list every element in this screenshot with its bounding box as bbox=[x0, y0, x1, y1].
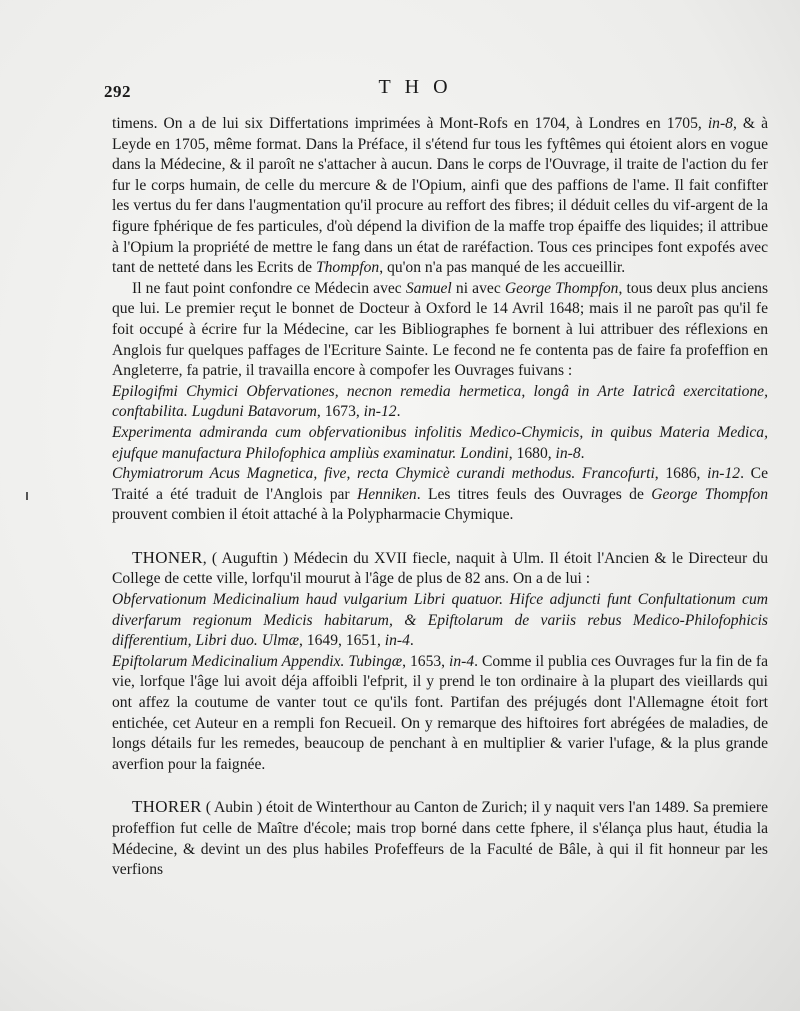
italic-run: Epilogifmi Chymici Obfervationes, necnon remedia hermetica, longâ in Arte Iatricâ exercitatione, conftabilita. Lugduni Batavorum bbox=[112, 382, 768, 421]
italic-run: Experimenta admiranda cum obfervationibus infolitis Medico-Chymicis, in quibus Materia Medica, ejufque manufactura Philofophica ampliùs examinatur. Londini bbox=[112, 423, 768, 462]
bibliography-entry bbox=[112, 590, 768, 652]
text-run: . bbox=[409, 632, 414, 650]
italic-run: in-8 bbox=[707, 115, 733, 132]
bibliography-entry bbox=[112, 652, 768, 776]
bibliography-entry bbox=[112, 382, 768, 423]
page-number: 292 bbox=[104, 82, 131, 101]
entry-thoner bbox=[112, 548, 768, 590]
text-run: , 1653, bbox=[402, 652, 450, 670]
paragraph-thompson-works bbox=[112, 114, 768, 279]
italic-run: Henniken bbox=[356, 485, 417, 503]
bibliography-entry bbox=[112, 423, 768, 464]
italic-run: Obfervationum Medicinalium haud vulgarium Libri quatuor. Hifce adjuncti funt Confultationum cum diverfarum regionum Medicis habitarum, & Epiftolarum de variis rebus Medico-Philofophicis differentium, Libri duo. Ulmæ bbox=[112, 591, 768, 650]
text-run: . bbox=[580, 444, 585, 462]
margin-mark bbox=[26, 492, 28, 500]
text-run: Il ne faut point confondre ce Médecin avec bbox=[132, 279, 406, 297]
italic-run: in-12 bbox=[707, 465, 741, 483]
text-run: timens. On a de lui six Differtations imprimées à Mont-Rofs en 1704, à Londres en 1705, bbox=[112, 115, 708, 132]
italic-run: in-4 bbox=[449, 652, 475, 670]
entry-thorer bbox=[112, 797, 768, 880]
italic-run: Samuel bbox=[405, 279, 452, 297]
headword: THORER bbox=[132, 797, 202, 817]
italic-run: Epiftolarum Medicinalium Appendix. Tubingæ bbox=[112, 652, 403, 670]
page-body bbox=[112, 114, 768, 881]
text-run: , 1673, bbox=[316, 403, 364, 421]
text-run: , 1680, bbox=[508, 444, 556, 462]
italic-run: in-4 bbox=[384, 632, 410, 650]
text-run: , 1686, bbox=[654, 465, 708, 483]
text-run: , qu'on n'a pas manqué de les accueillir. bbox=[379, 259, 626, 277]
paragraph-thompson-namesakes bbox=[112, 279, 768, 382]
italic-run: George Thompfon bbox=[504, 279, 619, 297]
italic-run: George Thompfon bbox=[651, 485, 768, 503]
text-run: prouvent combien il étoit attaché à la Polypharmacie Chymique. bbox=[112, 506, 514, 524]
italic-run: Chymiatrorum Acus Magnetica, five, recta Chymicè curandi methodus. Francofurti bbox=[112, 465, 655, 483]
text-run: , 1649, 1651, bbox=[299, 632, 385, 650]
bibliography-entry bbox=[112, 464, 768, 526]
text-run: . bbox=[396, 403, 401, 421]
italic-run: in-8 bbox=[555, 444, 581, 462]
text-run: , ( Auguftin ) Médecin du XVII fiecle, naquit à Ulm. Il étoit l'Ancien & le Directeur du College de cette ville, lorfqu'il mourut à l'âge de plus de 82 ans. On a de lui : bbox=[112, 549, 768, 588]
text-run: ni avec bbox=[451, 279, 505, 297]
text-run: , tous deux plus anciens que lui. Le premier reçut le bonnet de Docteur à Oxford le 14 Avril 1648; mais il ne paroît pas qu'il fe foit occupé à écrire fur la Médecine, car les Bibliographes fe bornent à lui attribuer des réflexions en Anglois fur quelques paffages de l'Ecriture Sainte. Le fecond ne fe contenta pas de faire fa profeffion en Angleterre, fa patrie, il travailla encore à compofer les Ouvrages fuivans : bbox=[112, 279, 769, 380]
text-run: ( Aubin ) étoit de Winterthour au Canton de Zurich; il y naquit vers l'an 1489. Sa premiere profeffion fut celle de Maître d'école; mais trop borné dans cette fphere, il s'élança plus haut, étudia la Médecine, & devint un des plus habiles Profeffeurs de la Faculté de Bâle, à qui il fit honneur par les verfions bbox=[112, 799, 768, 879]
headword: THONER bbox=[132, 547, 203, 567]
text-run: . Les titres feuls des Ouvrages de bbox=[416, 485, 652, 503]
text-run: . Ce Traité a été traduit de l'Anglois par bbox=[112, 465, 768, 503]
running-head: THO bbox=[378, 76, 462, 98]
text-run: , & à Leyde en 1705, même format. Dans la Préface, il s'étend fur tous les fyftêmes qui étoient alors en vogue dans la Médecine, & il paroît ne s'attacher à aucun. Dans le corps de l'Ouvrage, il traite de l'action du fer fur le corps humain, de celle du mercure & de l'Opium, ainfi que des paffions de l'ame. Il fait confifter les vertus du fer dans l'augmentation qu'il procure au reffort des fibres; il déduit celles du vif-argent de la figure fphérique de fes particules, d'où dépend la divifion de la maffe trop épaiffe des liquides; il attribue à l'Opium la propriété de mettre le fang dans un état de raréfaction. Tous ces principes font expofés avec tant de netteté dans les Ecrits de bbox=[112, 115, 768, 277]
text-run: . Comme il publia ces Ouvrages fur la fin de fa vie, lorfque l'âge lui avoit déja affoibli l'efprit, il y prend le ton ordinaire à la plupart des vieillards qui ont affez la coutume de vanter tout ce qu'ils font. Partifan des préjugés dont l'Allemagne étoit fort entichée, cet Auteur en a rempli fon Recueil. On y remarque des hiftoires fort abrégées de maladies, de longs détails fur les remedes, beaucoup de penchant à en multiplier & varier l'ufage, & la plus grande averfion pour la faignée. bbox=[112, 652, 768, 773]
italic-run: in-12 bbox=[363, 403, 397, 421]
italic-run: Thompfon bbox=[315, 259, 380, 277]
